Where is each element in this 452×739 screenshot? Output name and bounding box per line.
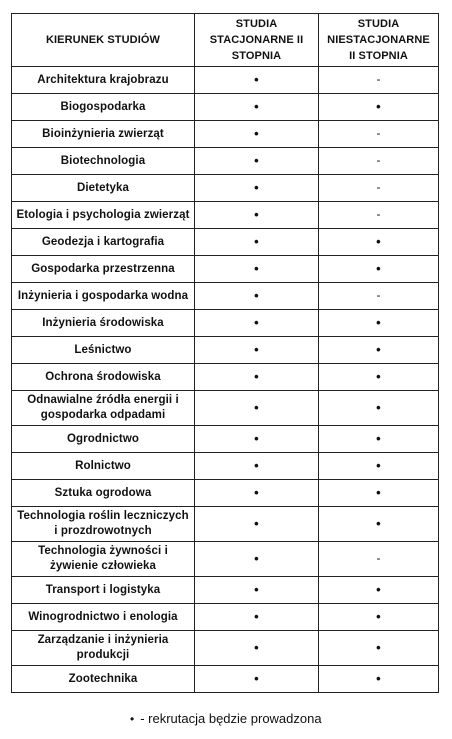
stacjonarne-cell <box>195 229 319 256</box>
niestacjonarne-cell <box>319 364 439 391</box>
legend-text: - rekrutacja będzie prowadzona <box>140 711 322 726</box>
available-bullet: • <box>254 233 259 249</box>
available-bullet: • <box>376 430 381 446</box>
table-row <box>12 229 439 256</box>
niestacjonarne-cell <box>319 480 439 507</box>
stacjonarne-cell <box>195 310 319 337</box>
unavailable-dash: - <box>376 207 381 221</box>
table-row <box>12 202 439 229</box>
kierunek-name: Ogrodnictwo <box>12 426 195 453</box>
available-bullet: • <box>254 98 259 114</box>
stacjonarne-cell <box>195 175 319 202</box>
table-row <box>12 453 439 480</box>
available-bullet: • <box>376 457 381 473</box>
table-row <box>12 283 439 310</box>
kierunek-name: Winogrodnictwo i enologia <box>12 604 195 631</box>
unavailable-dash: - <box>376 551 381 565</box>
header-stacjonarne: STUDIA STACJONARNE II STOPNIA <box>195 14 319 67</box>
kierunek-name: Zootechnika <box>12 666 195 693</box>
stacjonarne-cell <box>195 426 319 453</box>
kierunek-name: Inżynieria środowiska <box>12 310 195 337</box>
table-row <box>12 310 439 337</box>
stacjonarne-cell <box>195 148 319 175</box>
stacjonarne-cell <box>195 391 319 426</box>
table-row <box>12 542 439 577</box>
niestacjonarne-cell <box>319 67 439 94</box>
niestacjonarne-cell <box>319 283 439 310</box>
kierunek-name: Technologia roślin leczniczych i prozdrowotnych <box>12 507 195 542</box>
table-row <box>12 364 439 391</box>
stacjonarne-cell <box>195 364 319 391</box>
available-bullet: • <box>254 515 259 531</box>
available-bullet: • <box>376 515 381 531</box>
stacjonarne-cell <box>195 256 319 283</box>
table-row <box>12 121 439 148</box>
unavailable-dash: - <box>376 180 381 194</box>
table-row <box>12 94 439 121</box>
kierunek-name: Biotechnologia <box>12 148 195 175</box>
kierunek-name: Biogospodarka <box>12 94 195 121</box>
niestacjonarne-cell <box>319 666 439 693</box>
stacjonarne-cell <box>195 577 319 604</box>
niestacjonarne-cell <box>319 148 439 175</box>
kierunek-name: Architektura krajobrazu <box>12 67 195 94</box>
stacjonarne-cell <box>195 453 319 480</box>
kierunek-name: Etologia i psychologia zwierząt <box>12 202 195 229</box>
available-bullet: • <box>254 608 259 624</box>
table-row <box>12 631 439 666</box>
niestacjonarne-cell <box>319 604 439 631</box>
available-bullet: • <box>254 457 259 473</box>
available-bullet: • <box>376 639 381 655</box>
table-row <box>12 337 439 364</box>
kierunek-name: Ochrona środowiska <box>12 364 195 391</box>
kierunek-name: Bioinżynieria zwierząt <box>12 121 195 148</box>
niestacjonarne-cell <box>319 507 439 542</box>
stacjonarne-cell <box>195 542 319 577</box>
legend <box>130 711 322 726</box>
niestacjonarne-cell <box>319 310 439 337</box>
available-bullet: • <box>376 670 381 686</box>
stacjonarne-cell <box>195 480 319 507</box>
available-bullet: • <box>376 233 381 249</box>
available-bullet: • <box>254 314 259 330</box>
stacjonarne-cell <box>195 666 319 693</box>
stacjonarne-cell <box>195 604 319 631</box>
kierunek-name: Inżynieria i gospodarka wodna <box>12 283 195 310</box>
available-bullet: • <box>254 179 259 195</box>
available-bullet: • <box>254 430 259 446</box>
table-row <box>12 256 439 283</box>
table-body <box>12 67 439 693</box>
table-row <box>12 604 439 631</box>
available-bullet: • <box>254 125 259 141</box>
header-niestacjonarne: STUDIA NIESTACJONARNE II STOPNIA <box>319 14 439 67</box>
stacjonarne-cell <box>195 67 319 94</box>
kierunek-name: Rolnictwo <box>12 453 195 480</box>
available-bullet: • <box>254 206 259 222</box>
kierunek-name: Transport i logistyka <box>12 577 195 604</box>
table-row <box>12 67 439 94</box>
available-bullet: • <box>376 399 381 415</box>
available-bullet: • <box>254 260 259 276</box>
niestacjonarne-cell <box>319 229 439 256</box>
available-bullet: • <box>376 314 381 330</box>
kierunek-name: Sztuka ogrodowa <box>12 480 195 507</box>
table-row <box>12 480 439 507</box>
available-bullet: • <box>376 484 381 500</box>
niestacjonarne-cell <box>319 337 439 364</box>
unavailable-dash: - <box>376 126 381 140</box>
kierunek-name: Odnawialne źródła energii i gospodarka odpadami <box>12 391 195 426</box>
kierunek-name: Technologia żywności i żywienie człowieka <box>12 542 195 577</box>
available-bullet: • <box>254 550 259 566</box>
table-header-row <box>12 14 439 67</box>
niestacjonarne-cell <box>319 542 439 577</box>
available-bullet: • <box>254 287 259 303</box>
available-bullet: • <box>254 670 259 686</box>
available-bullet: • <box>254 399 259 415</box>
table-row <box>12 577 439 604</box>
unavailable-dash: - <box>376 288 381 302</box>
available-bullet: • <box>254 71 259 87</box>
kierunek-name: Dietetyka <box>12 175 195 202</box>
stacjonarne-cell <box>195 337 319 364</box>
niestacjonarne-cell <box>319 631 439 666</box>
stacjonarne-cell <box>195 202 319 229</box>
kierunek-name: Zarządzanie i inżynieria produkcji <box>12 631 195 666</box>
available-bullet: • <box>376 341 381 357</box>
legend-bullet: • <box>130 712 135 726</box>
studies-table <box>11 13 439 693</box>
table-row <box>12 391 439 426</box>
niestacjonarne-cell <box>319 175 439 202</box>
niestacjonarne-cell <box>319 121 439 148</box>
header-kierunek: KIERUNEK STUDIÓW <box>12 14 195 67</box>
available-bullet: • <box>254 639 259 655</box>
available-bullet: • <box>376 368 381 384</box>
stacjonarne-cell <box>195 121 319 148</box>
available-bullet: • <box>254 341 259 357</box>
stacjonarne-cell <box>195 631 319 666</box>
table-row <box>12 507 439 542</box>
table-row <box>12 426 439 453</box>
available-bullet: • <box>254 581 259 597</box>
niestacjonarne-cell <box>319 453 439 480</box>
available-bullet: • <box>254 152 259 168</box>
table-row <box>12 148 439 175</box>
niestacjonarne-cell <box>319 391 439 426</box>
stacjonarne-cell <box>195 94 319 121</box>
table-row <box>12 175 439 202</box>
available-bullet: • <box>376 260 381 276</box>
available-bullet: • <box>376 98 381 114</box>
available-bullet: • <box>376 581 381 597</box>
niestacjonarne-cell <box>319 256 439 283</box>
stacjonarne-cell <box>195 507 319 542</box>
table-row <box>12 666 439 693</box>
niestacjonarne-cell <box>319 202 439 229</box>
unavailable-dash: - <box>376 72 381 86</box>
available-bullet: • <box>376 608 381 624</box>
available-bullet: • <box>254 368 259 384</box>
kierunek-name: Leśnictwo <box>12 337 195 364</box>
stacjonarne-cell <box>195 283 319 310</box>
kierunek-name: Gospodarka przestrzenna <box>12 256 195 283</box>
kierunek-name: Geodezja i kartografia <box>12 229 195 256</box>
available-bullet: • <box>254 484 259 500</box>
niestacjonarne-cell <box>319 94 439 121</box>
unavailable-dash: - <box>376 153 381 167</box>
niestacjonarne-cell <box>319 577 439 604</box>
niestacjonarne-cell <box>319 426 439 453</box>
